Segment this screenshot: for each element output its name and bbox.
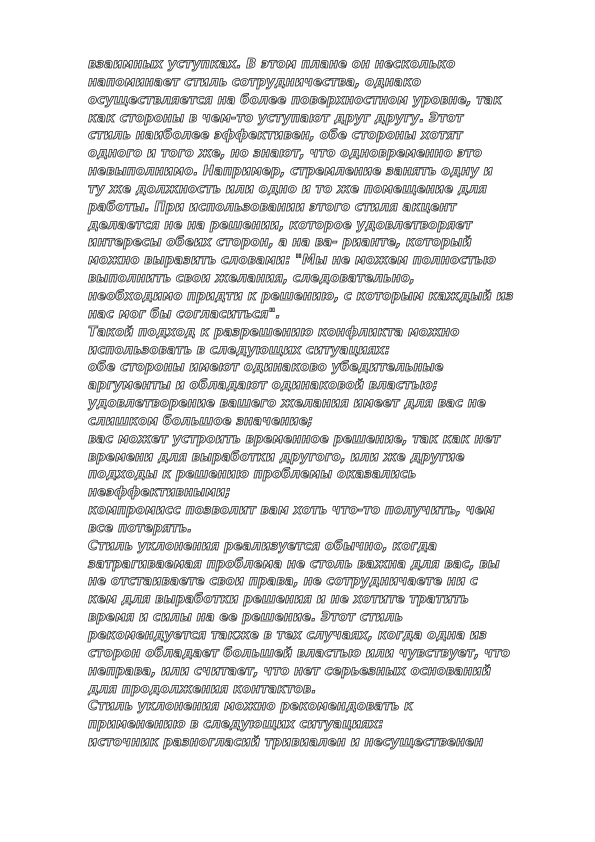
text-line: вас может устроить временное решение, так как нет [88,431,501,447]
text-line: для продолжения контактов. [88,681,317,697]
text-line: взаимных уступках. В этом плане он несколько [88,57,456,72]
text-line: подходы к решению проблемы оказались [88,467,417,483]
text-line: Такой подход к разрешению конфликта можно [88,324,460,340]
text-line: работы. При использовании этого стиля акцент [88,199,457,215]
text-line: выполнить свои желания, следовательно, [88,271,415,287]
text-line: стиль наиболее эффективен, обе стороны хотят [88,128,463,144]
text-line: неправа, или считает, что нет серьезных оснований [88,663,492,679]
text-line: использовать в следующих ситуациях: [88,342,391,358]
text-line: удовлетворение вашего желания имеет для вас не [88,396,486,412]
text-line: нас мог бы согласиться". [88,306,281,322]
text-line: можно выразить словами: "Мы не можем полностью [88,253,496,269]
text-line: не отстаиваете свои права, не сотрудничаете ни с [88,574,478,590]
text-line: обе стороны имеют одинаково убедительные [88,360,444,376]
text-line: как стороны в чем-то уступают друг другу. Этот [88,110,464,126]
text-line: время и силы на ее решение. Этот стиль [88,610,403,626]
text-line: источник разногласий тривиален и несущественен [88,735,484,751]
text-line: слишком большое значение; [88,413,314,429]
text-line: необходимо придти к решению, с которым каждый из [88,288,514,304]
text-line: невыполнимо. Например, стремление занять одну и [88,164,493,180]
text-line: все потерять. [88,520,193,536]
document-text-body [88,56,568,752]
text-line: неэффективными; [88,485,231,501]
text-line: кем для выработки решения и не хотите тратить [88,592,469,608]
text-line: применению в следующих ситуациях: [88,717,384,733]
text-line: сторон обладает большей властью или чувствует, что [88,645,510,661]
text-line: ту же должность или одно и то же помещение для [88,181,487,197]
text-line: интересы обеих сторон, а на ва- рианте, который [88,235,472,251]
text-line: осуществляется на более поверхностном уровне, так [88,92,502,108]
text-line: напоминает стиль сотрудничества, однако [88,74,422,90]
text-line: Стиль уклонения реализуется обычно, когда [88,538,438,554]
text-line: рекомендуется также в тех случаях, когда одна из [88,628,487,643]
text-line: аргументы и обладают одинаковой властью; [88,378,438,394]
text-line: затрагиваемая проблема не столь важна для вас, вы [88,556,500,572]
text-line: Стиль уклонения можно рекомендовать к [88,699,413,715]
text-line: делается не на решении, которое удовлетворяет [88,217,473,233]
text-line: одного и того же, но знают, что одновременно это [88,146,482,162]
text-line: времени для выработки другого, или же другие [88,449,465,465]
text-line: компромисс позволит вам хоть что-то получить, чем [88,503,495,519]
